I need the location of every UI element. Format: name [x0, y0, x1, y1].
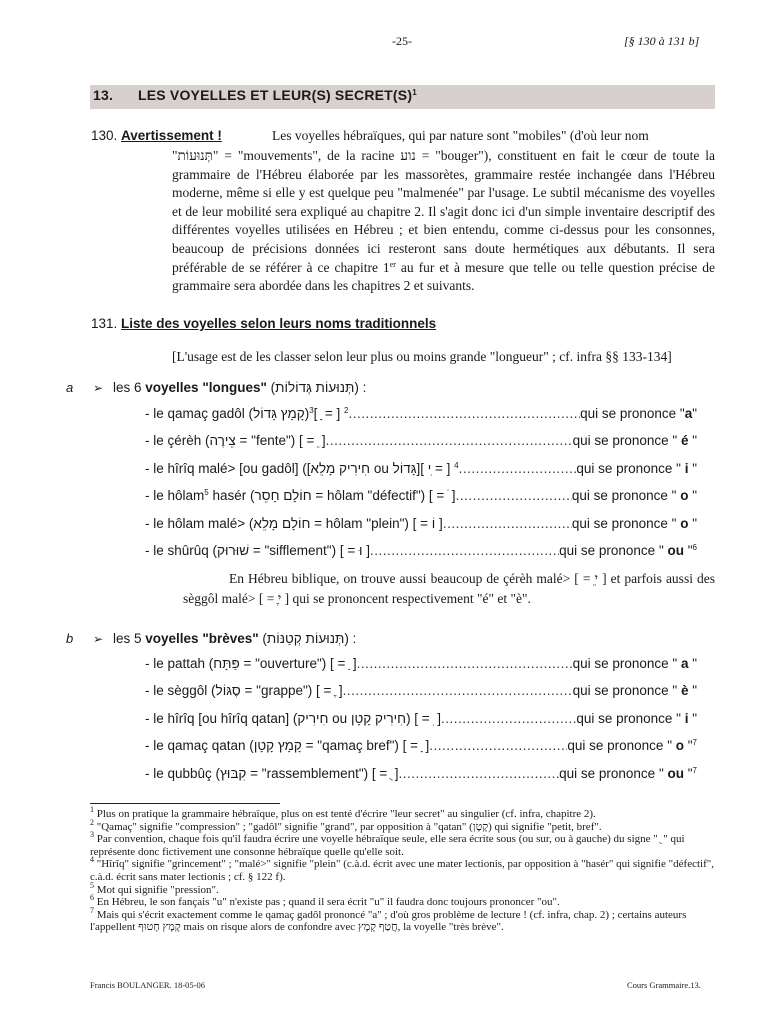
vowel-row [145, 461, 697, 479]
quote: " [688, 711, 697, 726]
pronunciation [580, 406, 697, 421]
quote: " [688, 516, 697, 531]
footnote [90, 905, 715, 934]
group-title: voyelles "brèves" [145, 631, 259, 646]
quote: " [688, 433, 697, 448]
sound: i [684, 461, 689, 476]
vowel-row [145, 543, 697, 561]
pronunciation [559, 766, 697, 781]
dot-leader [357, 656, 573, 671]
vowel-row [145, 656, 697, 674]
quote: " [688, 683, 697, 698]
vowel-name: - le qubbûç (קִבּוּץ = "rassemblement") [ = ֻ ] [145, 766, 399, 781]
vowel-name [145, 543, 370, 558]
group-prefix: les 5 [113, 631, 146, 646]
section-130-body [172, 147, 715, 296]
pronunciation-text: qui se prononce " [576, 711, 685, 726]
quote: " [684, 543, 693, 558]
pronunciation [573, 656, 697, 671]
quote: " [688, 488, 697, 503]
dot-leader [459, 461, 577, 476]
vowel-label: - le hôlam malé> (חוֹלָם מָלֵא = hôlam "plein") [ = וֹ ] [145, 516, 443, 531]
usage-note: [L'usage est de les classer selon leur plus ou moins grande "longueur" ; cf. infra §§ 133-134] [172, 349, 672, 364]
vowel-row [145, 766, 697, 784]
dot-leader [441, 711, 576, 726]
pronunciation [559, 543, 697, 558]
footnote-number: 7 [90, 905, 94, 915]
vowel-name [145, 406, 349, 421]
section-reference: [§ 130 à 131 b] [624, 34, 700, 48]
footer-document-name: Cours Grammaire.13. [627, 980, 701, 990]
biblical-hebrew-note: En Hébreu biblique, on trouve aussi beaucoup de çérèh malé> [ = ֵי ] et parfois aussi des sèggôl malé> [ = ֶי ] qui se prononcent respectivement "é" et "è". [183, 571, 715, 606]
footnote-ref: 7 [692, 766, 697, 775]
quote: " [688, 461, 697, 476]
footnote-ref: 6 [692, 543, 697, 552]
section-heading: Liste des voyelles selon leurs noms traditionnels [121, 316, 437, 331]
footnote [90, 805, 715, 821]
footnote-number: 2 [90, 817, 94, 827]
pronunciation-text: qui se prononce " [572, 656, 681, 671]
footnote-text: "Qamaç" signifie "compression" ; "gadôl" signifie "grand", par opposition à "qatan" (קָטָן) qui signifie "petit, bref". [96, 820, 602, 833]
vowel-row [145, 406, 697, 424]
pronunciation [573, 433, 697, 448]
footnote [90, 893, 715, 909]
pronunciation [573, 683, 697, 698]
vowel-row [145, 516, 697, 534]
vowel-sign: hasér (חוֹלָם חָסֵר = hôlam "défectif") [ = ֹ ] [208, 488, 456, 503]
footnote-number: 4 [90, 855, 94, 865]
footnote-number: 5 [90, 880, 94, 890]
sound: i [684, 711, 689, 726]
quote: " [692, 406, 697, 421]
body-text: "תְּנוּעוֹת" = "mouvements", de la racine נוע = "bouger"), constituent en fait le cœur de toute la grammaire de l'Hébreu élaborée par les massorètes, grammaire restée inchangée dans l'Hébreu moderne, même si elle y est quelque peu "malmenée" par l'usage. Le subtil mécanisme des voyelles et de leur mobilité sera expliqué au chapitre 2. Il s'agit donc ici d'un simple inventaire descriptif des différentes voyelles utilisées en Hébreu ; et bien entendu, comme ci-dessus pour les consonnes, beaucoup de précisions données ici resteront sans doute hermétiques aux débutants. Il sera préférable de se référer à ce chapitre 1 [172, 148, 715, 275]
dot-leader [456, 488, 572, 503]
pronunciation-text: qui se prononce " [572, 683, 681, 698]
footnote-text: En Hébreu, le son fançais "u" n'existe pas ; quand il sera écrit "u" il faudra donc toujours prononcer "ou". [96, 896, 560, 909]
pronunciation-text: qui se prononce " [571, 516, 681, 531]
sound: ou [667, 543, 684, 558]
vowel-sign: [ = ָ ] [313, 406, 345, 421]
footnote-text: Par convention, chaque fois qu'il faudra écrire une voyelle hébraïque seule, elle sera écrite sous (ou sur, ou à gauche) du signe " ֻ " qui représente donc fictivement une consonne hébraïque quelle qu'elle soit. [90, 833, 685, 858]
section-131-heading [91, 316, 436, 331]
dot-leader [399, 766, 560, 781]
body-text: au fur et à mesure que telle ou telle question précise de grammaire sera abordée dans les chapitres 2 et suivants. [172, 259, 715, 294]
footnote-ref: 1 [412, 88, 417, 97]
pronunciation-text: qui se prononce " [559, 543, 668, 558]
footnote-number: 6 [90, 893, 94, 903]
group-prefix: les 6 [113, 380, 146, 395]
vowel-row [145, 738, 697, 756]
section-130-heading [91, 128, 222, 143]
sound: a [684, 406, 693, 421]
vowel-row [145, 711, 697, 729]
page-number: -25- [392, 34, 412, 48]
vowel-label: - le hîrîq malé> [ou gadôl] ([חִירִיק מָלֵא ou גָּדוֹל] [145, 461, 421, 476]
group-suffix: (תְּנוּעוֹת קְטַנּוֹת) : [258, 631, 357, 646]
arrow-bullet-icon: ➢ [93, 381, 104, 395]
vowel-name [145, 488, 456, 503]
section-number: 131. [91, 316, 118, 331]
footnote-ref: 4 [454, 461, 459, 470]
arrow-bullet-icon: ➢ [93, 632, 104, 646]
pronunciation [576, 711, 697, 726]
footnote-ref: 7 [692, 738, 697, 747]
vowel-row [145, 433, 697, 451]
long-vowels-heading [93, 380, 366, 395]
subsection-marker-b: b [66, 631, 74, 646]
vowel-name [145, 516, 443, 531]
sound: o [675, 738, 684, 753]
sound: ou [667, 766, 684, 781]
quote: " [688, 656, 697, 671]
footnote-text: Mais qui s'écrit exactement comme le qamaç gadôl prononcé "a" ; d'où gros problème de lecture ! (cf. infra, chap. 2) ; certains auteurs l'appellent קָמָץ חָטוּף mais on risque alors de confondre avec חֲטַף קָמָץ, la voyelle "très brève". [90, 908, 687, 934]
group-title: voyelles "longues" [145, 380, 267, 395]
section-number: 130. [91, 128, 118, 143]
dot-leader [429, 738, 567, 753]
pronunciation [567, 738, 697, 753]
quote: " [684, 766, 693, 781]
dot-leader [343, 683, 573, 698]
chapter-title-text: LES VOYELLES ET LEUR(S) SECRET(S) [138, 87, 413, 103]
vowel-label: - le çérèh (צֵירֶה = "fente") [ = ֵ ] [145, 433, 326, 448]
dot-leader [443, 516, 572, 531]
vowel-row [145, 683, 697, 701]
vowel-row [145, 488, 697, 506]
quote: " [684, 738, 693, 753]
pronunciation [572, 488, 697, 503]
footnote-text: Mot qui signifie "pression". [96, 883, 219, 896]
footnote [90, 880, 715, 897]
vowel-label: - le qamaç gadôl (קָמָץ גָּדוֹל) [145, 406, 310, 421]
group-suffix: (תְּנוּעוֹת גְּדוֹלוֹת) : [266, 380, 367, 395]
footnote [90, 817, 715, 834]
sound: o [680, 516, 689, 531]
dot-leader [349, 406, 581, 421]
vowel-label: - le hôlam [145, 488, 205, 503]
footnote-text: Plus on pratique la grammaire hébraïque, plus on est tenté d'écrire "leur secret" au singulier (cf. infra, chapitre 2). [96, 808, 596, 820]
footnote [90, 830, 715, 858]
footnotes [90, 805, 715, 934]
vowel-name: - le pattah (פַּתָּח = "ouverture") [ = ַ ] [145, 656, 357, 671]
pronunciation [576, 461, 697, 476]
vowel-name: - le qamaç qatan (קָמָץ קָטָן = "qamaç bref") [ = ָ ] [145, 738, 430, 753]
vowel-name [145, 461, 459, 476]
dot-leader [370, 543, 559, 558]
vowel-name: - le hîrîq [ou hîrîq qatan] (חִירִיק ou חִירִיק קָטָן) [ = ִ ] [145, 711, 441, 726]
footnote [90, 855, 715, 883]
sound: è [680, 683, 689, 698]
footer-author-date: Francis BOULANGER. 18-05-06 [90, 980, 205, 990]
pronunciation-text: qui se prononce " [572, 433, 681, 448]
footnote-ref: 5 [204, 488, 209, 497]
footnote-text: "Hîrîq" signifie "grincement" ; "malé>" signifie "plein" (c.à.d. écrit avec une mater lectionis, par opposition à "hasér" qui signifie "défectif", c.à.d. écrit sans mater lectionis ; cf. § 122 f). [90, 858, 714, 883]
pronunciation-text: qui se prononce " [559, 766, 668, 781]
vowel-sign: [ = ִי ] [420, 461, 455, 476]
pronunciation [572, 516, 697, 531]
sound: é [680, 433, 689, 448]
chapter-number: 13. [93, 87, 114, 103]
dot-leader [326, 433, 573, 448]
superscript: er [389, 259, 396, 269]
pronunciation-text: qui se prononce " [567, 738, 676, 753]
vowel-name [145, 433, 326, 448]
vowel-label: - le shûrûq (שׁוּרוּק = "sifflement") [ = וּ ] [145, 543, 370, 558]
short-vowels-heading [93, 631, 356, 646]
footnote-ref: 3 [309, 406, 314, 415]
sound: a [680, 656, 689, 671]
footnote-number: 1 [90, 805, 94, 814]
footnote-number: 3 [90, 830, 94, 840]
chapter-title [93, 87, 417, 103]
vowel-name: - le sèggôl (סֶגּוֹל = "grappe") [ = ֶ ] [145, 683, 343, 698]
pronunciation-text: qui se prononce " [576, 461, 685, 476]
pronunciation-text: qui se prononce " [571, 488, 681, 503]
footnote-divider [90, 803, 280, 804]
sound: o [680, 488, 689, 503]
subsection-marker-a: a [66, 380, 74, 395]
paragraph-first-line: Les voyelles hébraïques, qui par nature sont "mobiles" (d'où leur nom [272, 128, 649, 143]
section-heading: Avertissement ! [121, 128, 222, 143]
pronunciation-text: qui se prononce " [580, 406, 685, 421]
footnote-ref: 2 [344, 406, 349, 415]
